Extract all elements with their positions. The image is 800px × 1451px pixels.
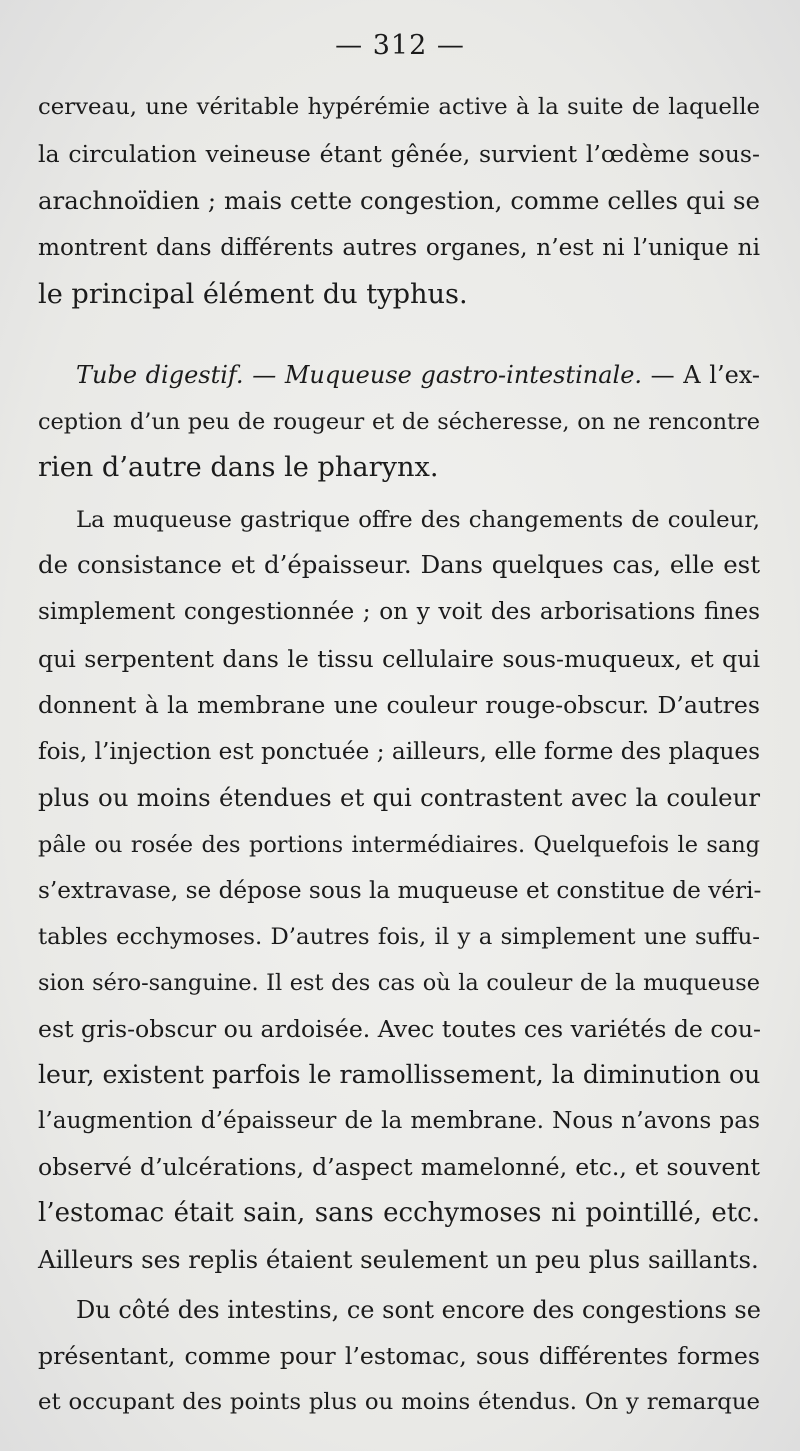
text-line: qui serpentent dans le tissu cellulaire sous-muqueux, et qui [38,645,760,673]
section-heading-line [76,352,760,398]
text-line: l’augmention d’épaisseur de la membrane. Nous n’avons pas [38,1107,760,1134]
text-line: leur, existent parfois le ramollissement, la diminution ou [38,1060,761,1089]
text-line: donnent à la membrane une couleur rouge-obscur. D’autres [38,691,760,719]
text-line: La muqueuse gastrique offre des changements de couleur, [76,507,760,533]
text-line: pâle ou rosée des portions intermédiaires. Quelquefois le sang [38,832,760,858]
section-heading: Tube digestif. — Muqueuse gastro-intestinale. [76,361,643,389]
text-line: arachnoïdien ; mais cette congestion, comme celles qui se [38,186,760,215]
text-line: cerveau, une véritable hypérémie active à la suite de laquelle [38,94,760,120]
text-line: s’extravase, se dépose sous la muqueuse et constitue de véri- [38,877,762,904]
text-line: présentant, comme pour l’estomac, sous différentes formes [38,1342,760,1370]
text-line: montrent dans différents autres organes, n’est ni l’unique ni [38,234,760,261]
text-line: simplement congestionnée ; on y voit des arborisations fines [38,598,760,625]
text-line: de consistance et d’épaisseur. Dans quelques cas, elle est [38,550,760,579]
text-line: l’estomac était sain, sans ecchymoses ni pointillé, etc. [38,1198,760,1228]
text-line: plus ou moins étendues et qui contrastent avec la couleur [38,783,760,812]
text-line: est gris-obscur ou ardoisée. Avec toutes ces variétés de cou- [38,1015,761,1043]
text-line: le principal élément du typhus. [38,279,468,310]
text-line: sion séro-sanguine. Il est des cas où la couleur de la muqueuse [38,970,760,996]
text-line: tables ecchymoses. D’autres fois, il y a simplement une suffu- [38,924,760,950]
section-heading-rest: — A l’ex- [650,361,760,389]
text-line: Du côté des intestins, ce sont encore des congestions se [76,1296,761,1324]
text-line: fois, l’injection est ponctuée ; ailleurs, elle forme des plaques [38,738,761,765]
text-line: la circulation veineuse étant gênée, survient l’œdème sous- [38,140,760,168]
page-number: — 312 — [335,30,465,61]
text-line: ception d’un peu de rougeur et de sécheresse, on ne rencontre [38,409,760,435]
text-line: observé d’ulcérations, d’aspect mamelonné, etc., et souvent [38,1153,760,1181]
text-line: Ailleurs ses replis étaient seulement un peu plus saillants. [38,1245,759,1274]
text-line: et occupant des points plus ou moins étendus. On y remarque [38,1389,760,1415]
text-line: rien d’autre dans le pharynx. [38,452,439,483]
